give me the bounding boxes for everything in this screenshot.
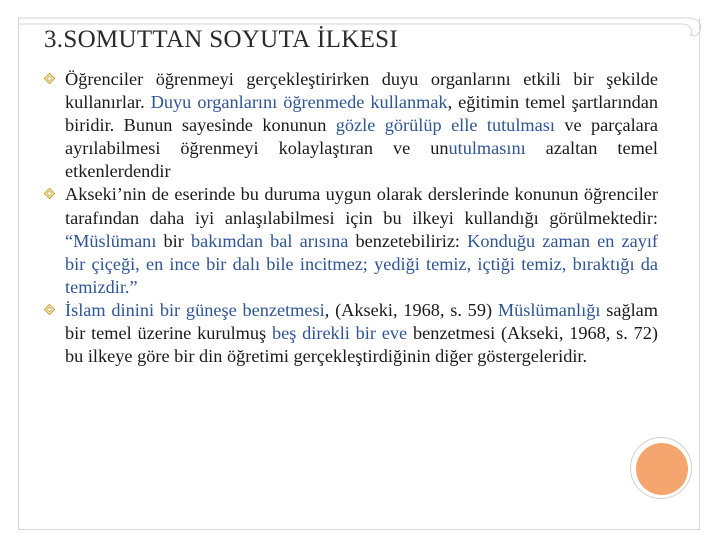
bullet-item-2	[44, 183, 658, 298]
bullet-2-seg-2: bir	[156, 230, 191, 251]
bullet-1-seg-3: gözle görülüp elle tutulması	[335, 115, 555, 136]
bullet-item-1	[44, 68, 658, 183]
bullet-1-seg-5: utulmasını	[448, 138, 526, 159]
bullet-1-seg-6: azaltan temel etkenlerdendir	[65, 138, 658, 182]
bullet-1-seg-0: Öğrenciler öğrenmeyi gerçekleştirirken duyu organlarını etkili bir şekilde kullanırlar.	[65, 69, 658, 113]
title-word1-rest: OMUTTAN	[77, 26, 203, 53]
bullet-3-seg-4: beş direkli bir eve	[271, 323, 408, 344]
hollow-diamond-bullet-icon	[44, 188, 55, 199]
bullet-2-seg-1: “Müslümanı	[65, 230, 157, 251]
bullet-item-3	[44, 299, 658, 368]
bullet-1-seg-2: , eğitimin temel şartlarından biridir. Bunun sayesinde konunun	[65, 92, 658, 136]
bullet-list	[44, 68, 658, 368]
bullet-3-seg-0: İslam dinini bir güneşe benzetmesi	[65, 299, 325, 320]
title-word1-initial: S	[63, 26, 78, 53]
title-word3-rest: LKESI	[325, 26, 398, 53]
hollow-diamond-bullet-icon	[44, 73, 55, 84]
page-title	[44, 26, 398, 54]
bullet-1-seg-4: ve parçalara ayrılabilmesi öğrenmeyi kolaylaştıran ve un	[65, 115, 658, 159]
bullet-1-seg-1: Duyu organlarını öğrenmede kullanmak	[150, 92, 448, 113]
bullet-2-seg-3: bakımdan bal arısına	[190, 230, 349, 251]
title-number: 3.	[44, 26, 64, 53]
bullet-2-seg-5: Konduğu zaman en zayıf bir çiçeği, en ince bir dalı bile incitmez; yediği temiz, içtiği temiz, bıraktığı da temizdir.”	[65, 230, 659, 297]
title-word2-rest: OYUTA	[223, 26, 311, 53]
bullet-3-seg-1: , (Akseki, 1968, s. 59)	[324, 299, 498, 320]
bullet-2-seg-4: benzetebiliriz:	[348, 230, 468, 251]
orange-circle-decoration	[636, 443, 688, 495]
bullet-3-seg-5: benzetmesi (Akseki, 1968, s. 72) bu ilkeye göre bir din öğretimi gerçekleştirdiğinin diğer göstergeleridir.	[65, 323, 658, 367]
bullet-3-seg-3: sağlam bir temel üzerine kurulmuş	[65, 299, 659, 344]
title-word2-initial: S	[209, 26, 224, 53]
hollow-diamond-bullet-icon	[44, 304, 55, 315]
bullet-3-seg-2: Müslümanlığı	[497, 299, 601, 320]
bullet-2-seg-0: Akseki’nin de eserinde bu duruma uygun olarak derslerinde konunun öğrenciler tarafından daha iyi anlaşılabilmesi için bu ilkeyi kullandığı görülmektedir:	[65, 184, 658, 228]
title-word3-initial: İ	[317, 26, 326, 53]
